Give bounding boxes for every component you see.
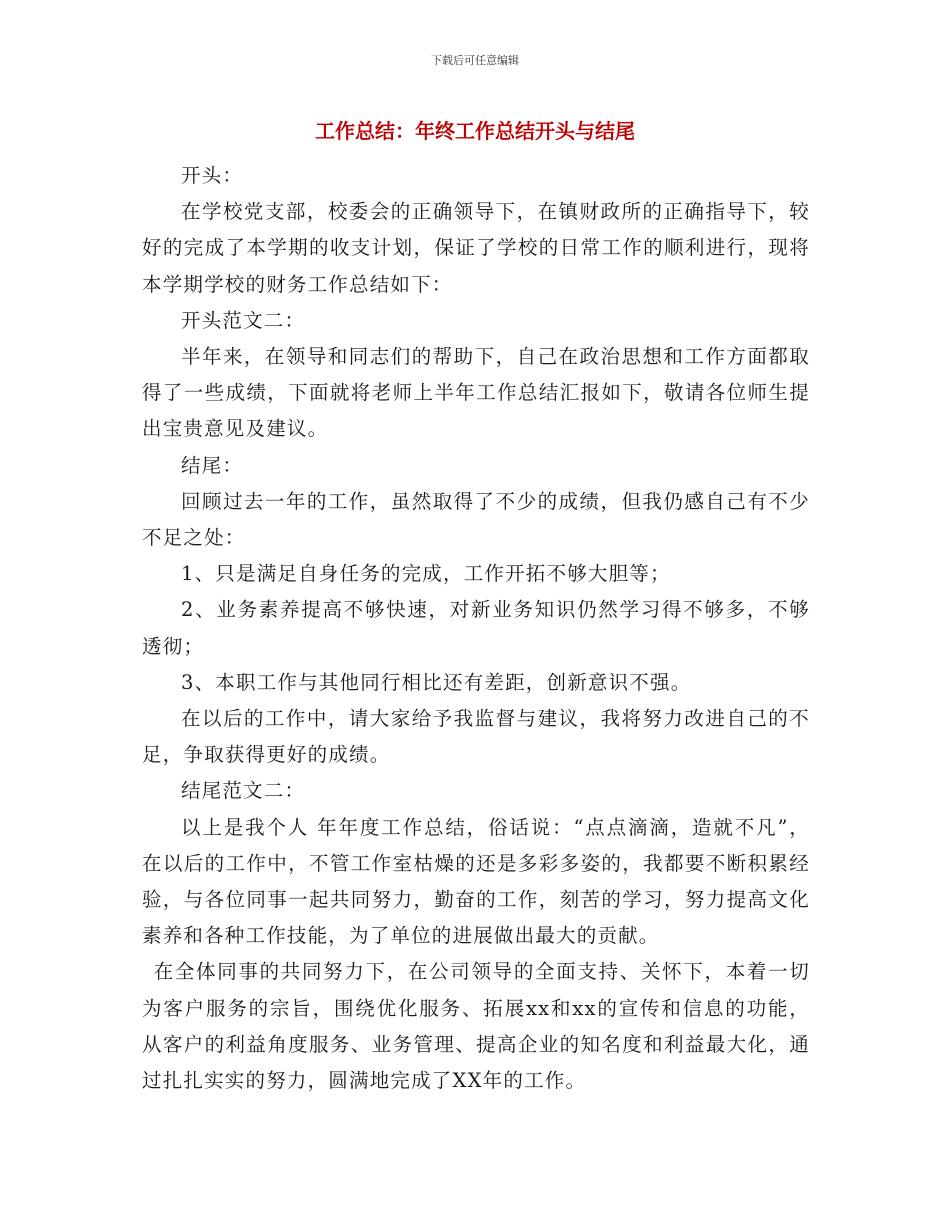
paragraph: 1、只是满足自身任务的完成，工作开拓不够大胆等；	[181, 562, 671, 586]
paragraph: 以上是我个人 年年度工作总结，俗话说：“点点滴滴，造就不凡”，在以后的工作中，不管工作室枯燥的还是多彩多姿的，我都要不断积累经验，与各位同事一起共同努力，勤奋的工作，刻苦的学习，努力提高文化素养和各种工作技能，为了单位的进展做出最大的贡献。	[142, 815, 810, 948]
paragraph: 在学校党支部，校委会的正确领导下，在镇财政所的正确指导下，较好的完成了本学期的收支计划，保证了学校的日常工作的顺利进行，现将本学期学校的财务工作总结如下：	[142, 200, 810, 296]
paragraph: 开头范文二：	[181, 308, 306, 332]
header-note: 下载后可任意编辑	[431, 54, 519, 67]
paragraph: 半年来，在领导和同志们的帮助下，自己在政治思想和工作方面都取得了一些成绩，下面就将老师上半年工作总结汇报如下，敬请各位师生提出宝贵意见及建议。	[142, 345, 810, 441]
paragraph: 2、业务素养提高不够快速，对新业务知识仍然学习得不够多，不够透彻；	[142, 598, 810, 658]
paragraph: 在全体同事的共同努力下，在公司领导的全面支持、关怀下，本着一切为客户服务的宗旨，围绕优化服务、拓展xx和xx的宣传和信息的功能，从客户的利益角度服务、业务管理、提高企业的知名度和利益最大化，通过扎扎实实的努力，圆满地完成了XX年的工作。	[142, 960, 810, 1093]
paragraph: 在以后的工作中，请大家给予我监督与建议，我将努力改进自己的不足，争取获得更好的成绩。	[142, 707, 810, 767]
paragraph: 开头：	[181, 164, 244, 187]
paragraph: 3、本职工作与其他同行相比还有差距，创新意识不强。	[181, 670, 692, 694]
document-title: 工作总结：年终工作总结开头与结尾	[315, 119, 635, 143]
document-body	[142, 158, 810, 1099]
paragraph: 回顾过去一年的工作，虽然取得了不少的成绩，但我仍感自己有不少不足之处：	[142, 489, 810, 550]
paragraph: 结尾范文二：	[181, 779, 306, 803]
paragraph: 结尾：	[181, 453, 244, 477]
